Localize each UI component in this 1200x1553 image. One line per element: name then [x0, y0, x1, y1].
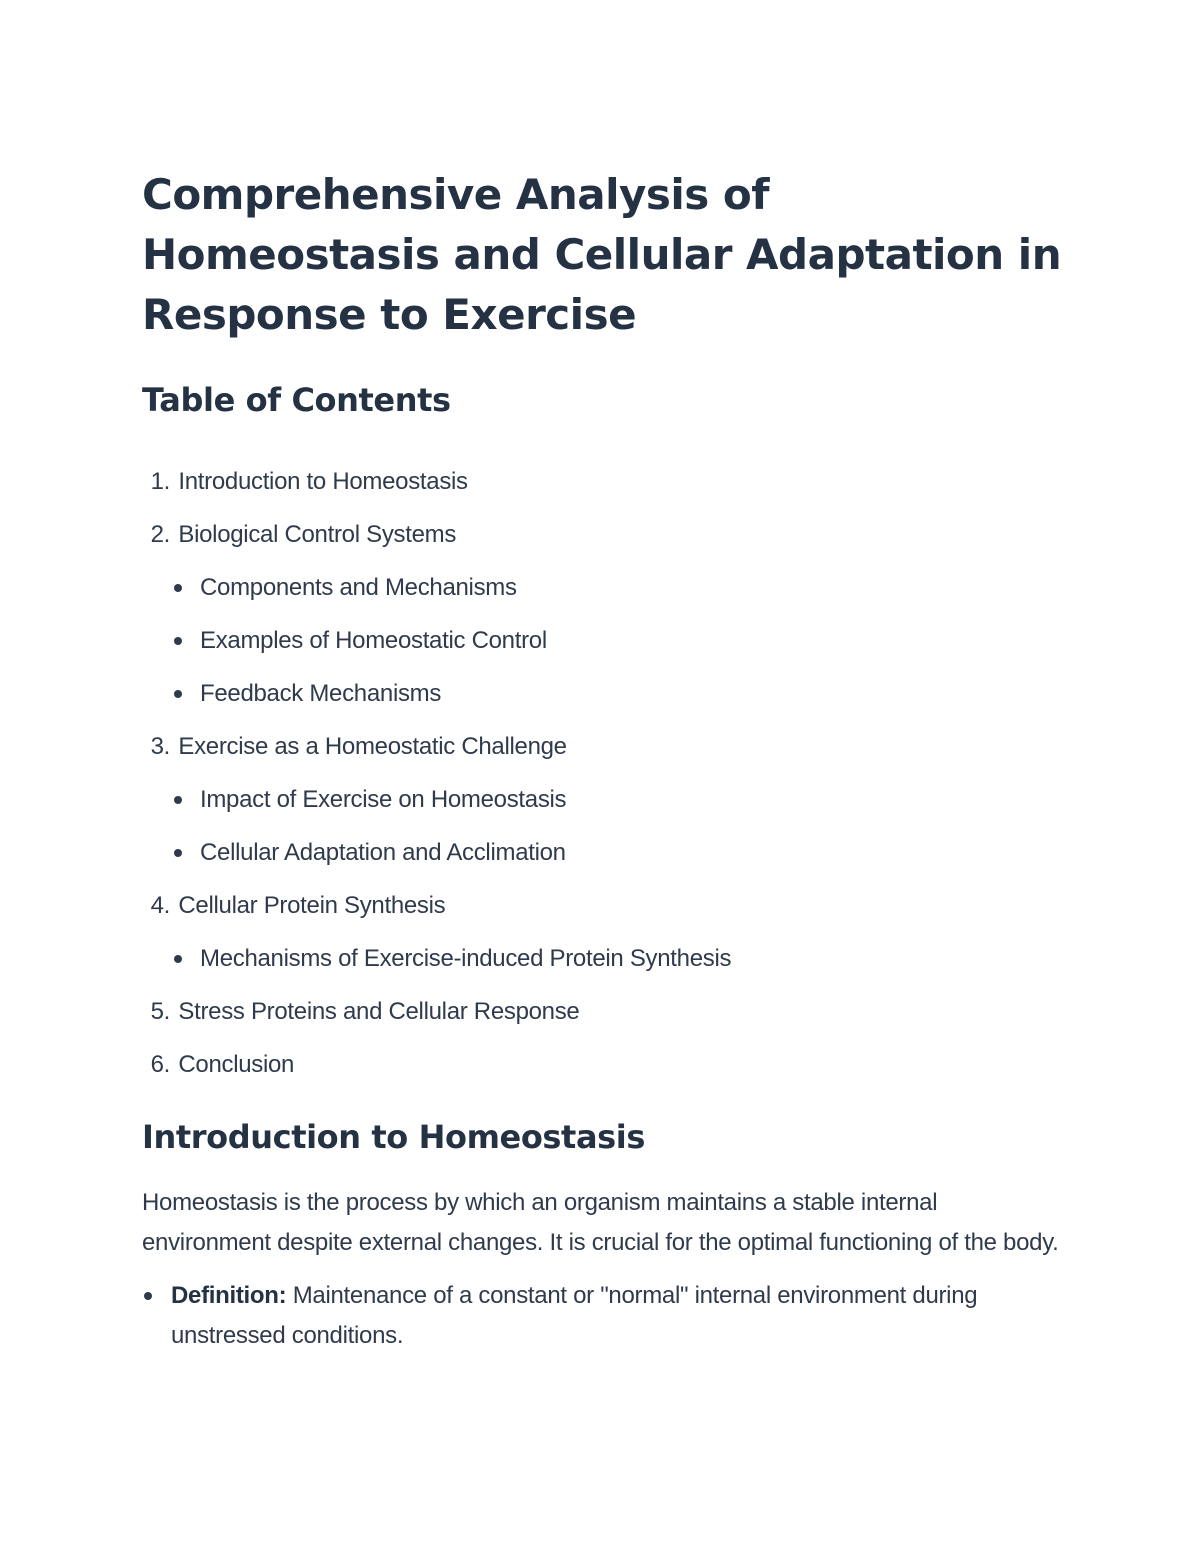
- toc-heading: Table of Contents: [142, 381, 451, 419]
- toc-item: [142, 720, 1062, 879]
- toc-item-label: Cellular Protein Synthesis: [178, 892, 446, 919]
- toc-item-label: Biological Control Systems: [178, 521, 457, 548]
- document-title: Comprehensive Analysis of Homeostasis and Cellular Adaptation in Response to Exercise: [142, 170, 1062, 339]
- section-heading-introduction: Introduction to Homeostasis: [142, 1118, 645, 1156]
- toc-subitem: [172, 614, 1062, 667]
- toc-item-number: 1.: [150, 468, 170, 495]
- toc-item: [142, 455, 1062, 508]
- toc-item-number: 6.: [150, 1051, 170, 1078]
- toc-subitem: [172, 932, 1062, 985]
- intro-paragraph: Homeostasis is the process by which an organism maintains a stable internal environment despite external changes. It is crucial for the optimal functioning of the body.: [142, 1189, 1059, 1256]
- definition-term: Definition:: [171, 1282, 287, 1309]
- definition-text: Maintenance of a constant or "normal" internal environment during unstressed conditions.: [171, 1282, 978, 1349]
- toc-sublist: [142, 561, 1062, 720]
- toc-item: [142, 985, 1062, 1038]
- toc-subitem: [172, 773, 1062, 826]
- bullet-icon: [174, 637, 182, 645]
- toc-item-label: Exercise as a Homeostatic Challenge: [178, 733, 567, 760]
- toc-item-number: 4.: [150, 892, 170, 919]
- toc-item: [142, 879, 1062, 985]
- toc-item-label: Introduction to Homeostasis: [178, 468, 468, 495]
- toc-subitem-label: Cellular Adaptation and Acclimation: [200, 839, 566, 866]
- toc-item-label: Conclusion: [178, 1051, 295, 1078]
- toc-subitem: [172, 667, 1062, 720]
- bullet-icon: [174, 690, 182, 698]
- bullet-icon: [174, 849, 182, 857]
- toc-sublist: [142, 932, 1062, 985]
- intro-bullet-list: [142, 1276, 1062, 1356]
- toc-subitem-label: Examples of Homeostatic Control: [200, 627, 547, 654]
- toc-subitem-label: Impact of Exercise on Homeostasis: [200, 786, 567, 813]
- bullet-icon: [144, 1292, 152, 1300]
- toc-item-number: 2.: [150, 521, 170, 548]
- toc-item-number: 3.: [150, 733, 170, 760]
- toc-subitem-label: Feedback Mechanisms: [200, 680, 442, 707]
- toc-item: [142, 508, 1062, 720]
- bullet-icon: [174, 796, 182, 804]
- toc-item: [142, 1038, 1062, 1091]
- bullet-icon: [174, 584, 182, 592]
- toc-item-label: Stress Proteins and Cellular Response: [178, 998, 580, 1025]
- bullet-icon: [174, 955, 182, 963]
- document-page: [142, 165, 1062, 1356]
- toc-sublist: [142, 773, 1062, 879]
- toc-item-number: 5.: [150, 998, 170, 1025]
- toc-subitem: [172, 561, 1062, 614]
- list-item: [142, 1276, 1062, 1356]
- table-of-contents: [142, 455, 1062, 1091]
- toc-subitem-label: Mechanisms of Exercise-induced Protein Synthesis: [200, 945, 732, 972]
- toc-subitem: [172, 826, 1062, 879]
- toc-subitem-label: Components and Mechanisms: [200, 574, 517, 601]
